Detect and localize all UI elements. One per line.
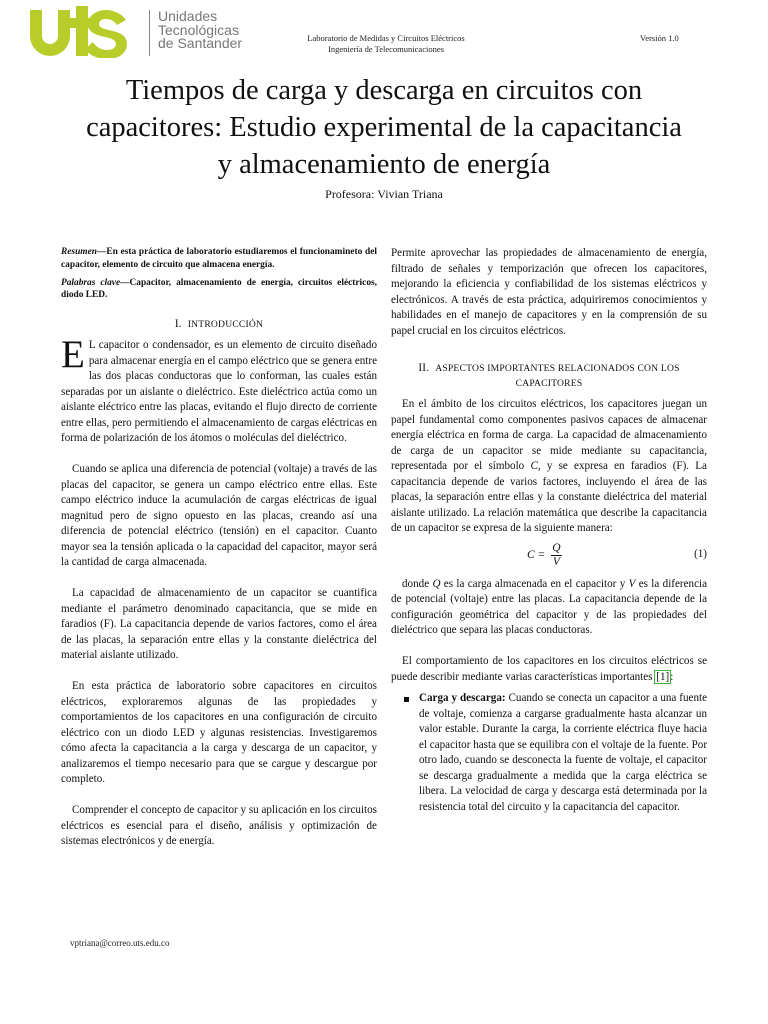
paragraph-text: : [670,670,674,683]
intro-paragraph-5: Comprender el concepto de capacitor y su aplicación en los circuitos eléctricos es esencial para el diseño, análisis y optimización de sistemas electrónicos y de energía. [61,804,377,848]
running-header [286,33,486,54]
title-line: Tiempos de carga y descarga en circuitos con [125,75,643,106]
intro-paragraph-3: La capacidad de almacenamiento de un capacitor se cuantifica mediante el parámetro denominado capacitancia, que se mide en faradios (F). La capacitancia depende de varios factores, como el área de las placas, la separación entre ellas y la constante dieléctrica del material aislante utilizado. [61,587,377,662]
keywords-label: Palabras clave [61,277,121,288]
logo-line: Tecnológicas [158,21,239,38]
section-heading-1 [61,317,377,332]
intro-paragraph-4: En esta práctica de laboratorio sobre capacitores en circuitos eléctricos, exploraremos algunas de las propiedades y comportamientos de los capacitores en una configuración de circuito eléctrico con un diodo LED y algunas resistencias. Investigaremos cómo afecta la capacitancia a la carga y descarga de un capacitor, y analizaremos el tiempo necesario para que se cargue y descargue por completo. [61,680,377,786]
equation-body [527,542,562,569]
paragraph-text: El comportamiento de los capacitores en los circuitos eléctricos se puede describir mediante varias características importantes [391,655,707,683]
author: Profesora: Vivian Triana [325,187,443,201]
section2-paragraph-2 [391,577,707,639]
uts-logo [28,6,243,58]
characteristics-list [391,691,707,815]
paragraph-text: es la diferencia de potencial (voltaje) entre las placas. La capacitancia depende de la configuración geométrica del capacitor y de las propiedades del dieléctrico que separa las placas conductoras. [391,577,707,636]
drop-cap: E [61,333,85,377]
list-item [391,691,707,815]
equation-1 [391,539,707,573]
charge-symbol: Q [432,577,441,590]
author-email-footnote: vptriana@correo.uts.edu.co [70,938,170,948]
equation-lhs: C = [527,548,546,561]
intro-paragraph-1 [61,333,377,447]
lab-name: Laboratorio de Medidas y Circuitos Eléctricos [307,33,465,43]
right-column [391,246,707,815]
logo-line: de Santander [158,35,243,51]
paragraph-text: donde [402,577,433,590]
equation-number: (1) [694,547,707,560]
section-title: ASPECTOS IMPORTANTES RELACIONADOS CON LOS [435,363,680,374]
voltage-symbol: V [628,577,636,590]
equation-numerator: Q [552,541,561,554]
equation-fraction [551,542,561,569]
paper-title [40,72,728,183]
abstract [61,246,377,272]
paragraph-text: En el ámbito de los circuitos eléctricos, los capacitores juegan un papel fundamental como componentes pasivos capaces de almacenar energía eléctrica en forma de carga. La capacidad de almacenamiento de carga de un capacitor se mide mediante su capacitancia, representada por el símbolo [391,398,707,472]
title-line: y almacenamiento de energía [217,149,551,180]
section-heading-2 [391,361,707,391]
logo-text [158,10,242,51]
citation-link[interactable]: [1] [656,670,670,683]
version-label: Versión 1.0 [640,33,679,43]
paragraph-text: , y se expresa en faradios (F). La capacitancia depende de varios factores, incluyendo el área de las placas, la separación entre ellas y la constante dieléctrica del material aislante utilizado. La relación matemática que describe la capacitancia de un capacitor se expresa de la siguiente manera: [391,460,707,534]
logo-line: Unidades [158,8,218,24]
section-number: II. [418,362,430,374]
left-column [61,246,377,865]
uts-logo-mark [28,6,128,58]
title-line: capacitores: Estudio experimental de la capacitancia [86,112,682,143]
section-number: I. [174,318,182,331]
logo-divider [149,10,150,56]
abstract-text: —En esta práctica de laboratorio estudiaremos el funcionamineto del capacitor, elemento de circuito que almacena energía. [61,247,377,270]
section-title: INTRODUCCIÓN [187,319,264,331]
section2-paragraph-1 [391,397,707,537]
equation-denominator: V [552,555,560,568]
keywords [61,277,377,303]
section-title-continued: CAPACITORES [515,378,583,389]
paragraph-text: L capacitor o condensador, es un elemento de circuito diseñado para almacenar energía en el campo eléctrico que se genera entre las dos placas conductoras que lo conforman, las cuales están separadas por un aislante o dieléctrico. Este dieléctrico actúa como un aislante eléctrico entre las placas, evitando el flujo directo de corriente entre ellas, pero permitiendo el almacenamiento de cargas eléctricas en forma de polarización de los átomos o moléculas del dieléctrico. [61,339,377,445]
program-name: Ingeniería de Telecomunicaciones [328,43,444,54]
paragraph-text: es la carga almacenada en el capacitor y [440,577,629,590]
capacitance-symbol: C [530,460,538,472]
list-item-text: Cuando se conecta un capacitor a una fuente de voltaje, comienza a cargarse gradualmente hasta alcanzar un valor estable. Durante la carga, la corriente eléctrica fluye hacia el capacitor hasta que se equilibra con el voltaje de la fuente. Por otro lado, cuando se desconecta la fuente de voltaje, el capacitor se descarga gradualmente a medida que la carga eléctrica se libera. La velocidad de carga y descarga está determinada por la resistencia total del circuito y la capacitancia del capacitor. [419,692,708,813]
intro-paragraph-2: Cuando se aplica una diferencia de potencial (voltaje) a través de las placas del capacitor, se genera un campo eléctrico entre ellas. Este campo eléctrico induce la acumulación de cargas eléctricas de igual magnitud pero de signo opuesto en las placas, creando así una diferencia de potencial eléctrico (tensión) en el capacitor. Cuanto mayor sea la tensión aplicada o la capacidad del capacitor, mayor será la cantidad de carga almacenada. [61,463,377,569]
section2-paragraph-3 [391,654,707,685]
keywords-text: —Capacitor, almacenamiento de energía, circuitos eléctricos, diodo LED. [61,277,377,301]
list-item-title: Carga y descarga: [419,692,506,704]
abstract-label: Resumen [61,247,97,257]
intro-paragraph-5-continued: Permite aprovechar las propiedades de almacenamiento de energía, filtrado de señales y temporización que ofrecen los capacitores, mejorando la eficiencia y confiabilidad de los sistemas eléctricos y electrónicos. A través de esta práctica, adquiriremos conocimientos y habilidades en el manejo de capacitores y en la comprensión de su papel crucial en los circuitos eléctricos. [391,247,707,337]
